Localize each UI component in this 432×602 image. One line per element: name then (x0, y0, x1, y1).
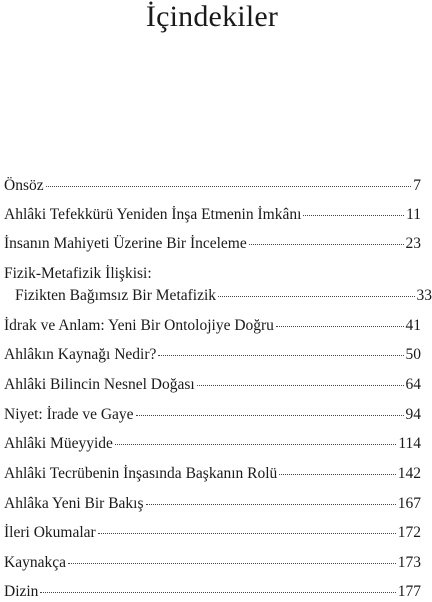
toc-entry-ileri-okumalar[interactable] (4, 523, 421, 543)
toc-entry-title: İnsanın Mahiyeti Üzerine Bir İnceleme (4, 234, 247, 254)
toc-entry-title: İdrak ve Anlam: Yeni Bir Ontolojiye Doğru (4, 316, 274, 336)
toc-page-number: 41 (406, 316, 422, 336)
dot-leader (158, 355, 403, 356)
toc-entry-ahlakin-kaynagi[interactable] (4, 345, 421, 365)
dot-leader (249, 244, 404, 245)
toc-entry-title: Ahlâki Tecrübenin İnşasında Başkanın Rolü (4, 464, 277, 484)
dot-leader (68, 563, 396, 564)
dot-leader (303, 215, 404, 216)
toc-entry-niyet[interactable] (4, 405, 421, 425)
toc-entry-ahlaka-yeni-bakis[interactable] (4, 494, 421, 514)
toc-page-number: 64 (406, 375, 422, 395)
toc-entry-insanin-mahiyeti[interactable] (4, 234, 421, 254)
dot-leader (46, 186, 412, 187)
toc-entry-title: Niyet: İrade ve Gaye (4, 405, 134, 425)
toc-entry-title: Ahlâki Bilincin Nesnel Doğası (4, 375, 195, 395)
toc-entry-title: Önsöz (4, 176, 44, 196)
toc-entry-ahlaki-bilinc[interactable] (4, 375, 421, 395)
dot-leader (98, 533, 396, 534)
toc-page-number: 23 (406, 234, 422, 254)
toc-entry-fizik-metafizik[interactable] (4, 264, 421, 306)
dot-leader (279, 474, 395, 475)
dot-leader (115, 444, 396, 445)
toc-entry-ahlaki-tecrube[interactable] (4, 464, 421, 484)
dot-leader (197, 385, 404, 386)
dot-leader (136, 415, 404, 416)
toc-page-number: 50 (406, 345, 422, 365)
dot-leader (40, 592, 395, 593)
dot-leader (218, 296, 414, 297)
page-title: İçindekiler (0, 0, 424, 37)
toc-page-number: 94 (406, 405, 422, 425)
toc-entry-title: Ahlâkın Kaynağı Nedir? (4, 345, 156, 365)
toc-page-number: 173 (398, 553, 421, 573)
toc-entry-title: Dizin (4, 582, 38, 602)
toc-page-number: 33 (417, 286, 432, 306)
toc-page-number: 114 (398, 434, 421, 454)
toc-page-number: 7 (413, 176, 421, 196)
toc-entry-idrak-ve-anlam[interactable] (4, 316, 421, 336)
toc-entry-ahlaki-mueyyide[interactable] (4, 434, 421, 454)
toc-entry-kaynakca[interactable] (4, 553, 421, 573)
toc-entry-title: İleri Okumalar (4, 523, 96, 543)
toc-page-number: 142 (398, 464, 421, 484)
toc-page-number: 167 (398, 494, 421, 514)
toc-entry-onsoz[interactable] (4, 176, 421, 196)
dot-leader (276, 326, 404, 327)
toc-entry-dizin[interactable] (4, 582, 421, 602)
toc-entry-title: Fizikten Bağımsız Bir Metafizik (15, 286, 216, 306)
toc-entry-ahlaki-tefekkur[interactable] (4, 205, 421, 225)
toc-entry-title-line1: Fizik-Metafizik İlişkisi: (4, 264, 421, 284)
toc-page-number: 11 (406, 205, 421, 225)
toc-entry-title: Ahlâki Tefekkürü Yeniden İnşa Etmenin İmkânı (4, 205, 301, 225)
toc-page-number: 177 (398, 582, 421, 602)
toc-entry-title: Kaynakça (4, 553, 66, 573)
toc-page-number: 172 (398, 523, 421, 543)
toc-entry-title: Ahlâki Müeyyide (4, 434, 113, 454)
dot-leader (146, 504, 396, 505)
toc-entry-title: Ahlâka Yeni Bir Bakış (4, 494, 144, 514)
